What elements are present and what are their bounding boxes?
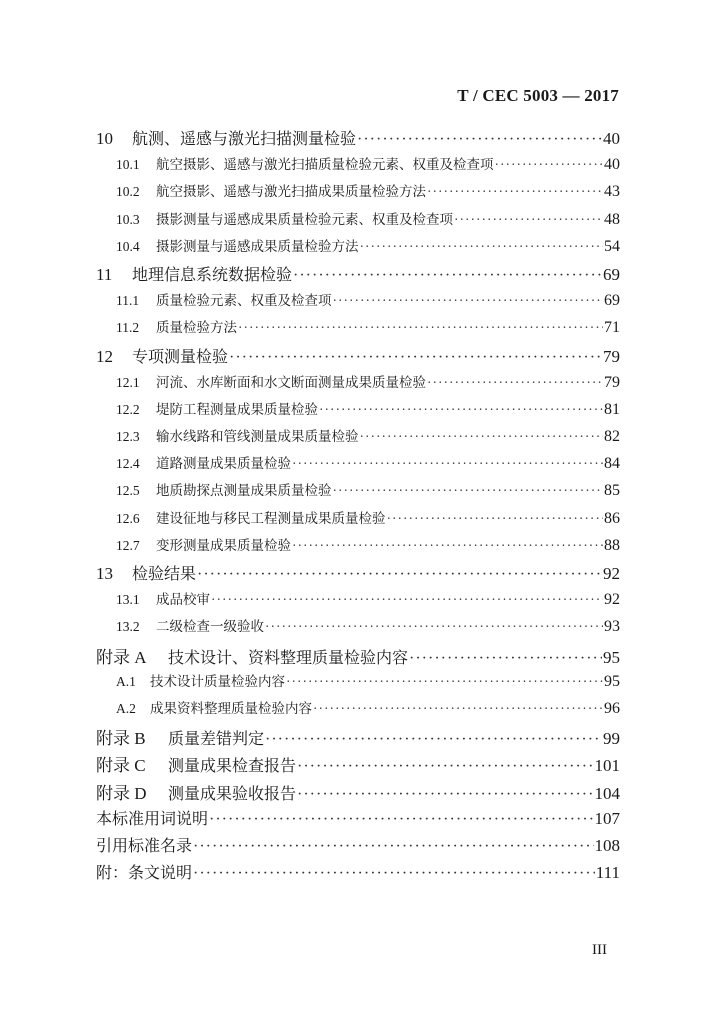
toc-section-entry [96,316,620,343]
dot-leader [357,131,602,149]
toc-entry-page: 40 [604,156,620,174]
toc-entry-number: 12.1 [116,374,140,390]
dot-leader [409,650,602,668]
toc-entry-title: 堤防工程测量成果质量检验 [156,401,318,418]
toc-entry-title: 测量成果验收报告 [168,783,297,803]
toc-entry-page: 71 [604,319,620,337]
toc-entry-page: 82 [604,428,620,446]
toc-entry-title: 成果资料整理质量检验内容 [150,700,312,717]
dot-leader [193,838,593,856]
toc-entry-page: 111 [595,863,620,883]
toc-chapter-entry [96,724,620,751]
toc-entry-page: 54 [604,237,620,255]
toc-entry-page: 48 [604,210,620,228]
toc-entry-number: 10.3 [116,211,140,227]
toc-entry-title: 专项测量检验 [132,346,229,366]
toc-chapter-entry [96,262,620,289]
toc-entry-number: 12.7 [116,537,140,553]
dot-leader [333,293,604,309]
toc-entry-number: 13.2 [116,619,140,635]
toc-entry-number: 13 [96,564,113,583]
toc-entry-title: 附：条文说明 [96,863,193,883]
dot-leader [193,865,595,883]
toc-chapter-entry [96,779,620,806]
toc-entry-title: 质量差错判定 [168,729,265,749]
toc-entry-page: 92 [604,591,620,609]
toc-section-entry [96,588,620,615]
toc-entry-page: 88 [604,536,620,554]
dot-leader [360,239,604,255]
toc-entry-page: 79 [603,346,620,366]
toc-entry-title: 地理信息系统数据检验 [132,264,293,284]
toc-section-entry [96,479,620,506]
toc-chapter-entry [96,751,620,778]
dot-leader [427,375,603,391]
toc-chapter-entry [96,561,620,588]
toc-entry-number: 附录 B [96,729,146,749]
toc-entry-title: 本标准用词说明 [96,808,209,828]
toc-section-entry [96,534,620,561]
toc-entry-number: 12.3 [116,429,140,445]
toc-entry-number: A.1 [116,673,136,689]
dot-leader [292,538,603,554]
toc-entry-number: 12.5 [116,483,140,499]
dot-leader [427,184,603,200]
toc-entry-title: 输水线路和管线测量成果质量检验 [156,429,359,446]
toc-entry-title: 航空摄影、遥感与激光扫描成果质量检验方法 [156,184,426,201]
page-number: III [592,942,607,958]
toc-entry-title: 成品校审 [156,592,210,609]
toc-entry-title: 技术设计质量检验内容 [150,673,285,690]
toc-entry-number: 附录 A [96,647,147,667]
toc-section-entry [96,153,620,180]
dot-leader [286,674,603,690]
toc-chapter-entry [96,806,620,833]
dot-leader [265,619,603,635]
toc-entry-page: 79 [604,373,620,391]
toc-entry-number: A.2 [116,700,136,716]
dot-leader [387,511,604,527]
toc-entry-page: 107 [594,808,620,828]
dot-leader [292,456,603,472]
toc-section-entry [96,208,620,235]
toc-entry-page: 93 [604,618,620,636]
toc-entry-number: 10 [96,129,113,148]
dot-leader [333,483,604,499]
toc-section-entry [96,507,620,534]
dot-leader [297,758,593,776]
toc-entry-title: 引用标准名录 [96,835,193,855]
toc-entry-title: 河流、水库断面和水文断面测量成果质量检验 [156,374,426,391]
toc-chapter-entry [96,860,620,887]
toc-entry-number: 12.6 [116,510,140,526]
dot-leader [238,320,603,336]
toc-entry-page: 86 [604,509,620,527]
dot-leader [319,402,603,418]
toc-entry-number: 13.1 [116,592,140,608]
toc-entry-title: 地质勘探点测量成果质量检验 [156,483,332,500]
dot-leader [293,267,602,285]
dot-leader [495,157,604,173]
toc-entry-title: 检验结果 [132,564,197,583]
dot-leader [265,731,602,749]
toc-section-entry [96,697,620,724]
toc-entry-title: 建设征地与移民工程测量成果质量检验 [156,510,386,527]
toc-entry-title: 测量成果检查报告 [168,756,297,776]
toc-entry-page: 95 [603,647,620,667]
toc-entry-number: 12 [96,346,113,366]
toc-entry-page: 69 [603,264,620,284]
toc-entry-page: 81 [604,400,620,418]
toc-entry-page: 95 [604,672,620,690]
toc-section-entry [96,615,620,642]
toc-entry-number: 附录 C [96,756,146,776]
toc-entry-page: 104 [594,783,620,803]
toc-entry-page: 108 [594,835,620,855]
toc-entry-title: 变形测量成果质量检验 [156,537,291,554]
toc-entry-title: 二级检查一级验收 [156,619,264,636]
dot-leader [313,701,603,717]
toc-entry-title: 技术设计、资料整理质量检验内容 [168,647,409,667]
toc-chapter-entry [96,126,620,153]
dot-leader [209,811,593,829]
toc-entry-title: 摄影测量与遥感成果质量检验方法 [156,238,359,255]
toc-entry-page: 99 [603,729,620,749]
toc-section-entry [96,452,620,479]
toc-section-entry [96,670,620,697]
dot-leader [297,786,593,804]
toc-section-entry [96,371,620,398]
toc-chapter-entry [96,344,620,371]
toc-entry-number: 11 [96,264,113,284]
toc-entry-number: 10.4 [116,238,140,254]
dot-leader [229,349,602,367]
toc-entry-title: 质量检验方法 [156,320,237,337]
dot-leader [454,212,603,228]
toc-chapter-entry [96,643,620,670]
toc-section-entry [96,235,620,262]
toc-entry-title: 道路测量成果质量检验 [156,456,291,473]
dot-leader [360,429,604,445]
table-of-contents [96,126,620,887]
toc-section-entry [96,289,620,316]
dot-leader [211,592,603,608]
toc-entry-page: 84 [604,455,620,473]
toc-entry-number: 12.4 [116,456,140,472]
toc-entry-page: 92 [603,564,620,583]
standard-number: T / CEC 5003 — 2017 [457,86,619,105]
toc-entry-title: 航测、遥感与激光扫描测量检验 [132,129,357,148]
toc-entry-page: 96 [604,699,620,717]
toc-entry-page: 101 [594,756,620,776]
toc-entry-page: 85 [604,482,620,500]
toc-entry-number: 10.2 [116,184,140,200]
toc-entry-number: 附录 D [96,783,147,803]
dot-leader [197,566,602,584]
toc-section-entry [96,398,620,425]
toc-section-entry [96,425,620,452]
toc-entry-title: 质量检验元素、权重及检查项 [156,293,332,310]
toc-entry-title: 摄影测量与遥感成果质量检验元素、权重及检查项 [156,211,453,228]
toc-chapter-entry [96,833,620,860]
toc-entry-page: 40 [603,129,620,148]
toc-entry-page: 43 [604,183,620,201]
toc-entry-number: 12.2 [116,401,140,417]
toc-entry-number: 11.1 [116,293,140,309]
toc-entry-page: 69 [604,292,620,310]
toc-entry-number: 10.1 [116,157,140,173]
toc-entry-number: 11.2 [116,320,140,336]
toc-entry-title: 航空摄影、遥感与激光扫描质量检验元素、权重及检查项 [156,157,494,174]
toc-section-entry [96,180,620,207]
